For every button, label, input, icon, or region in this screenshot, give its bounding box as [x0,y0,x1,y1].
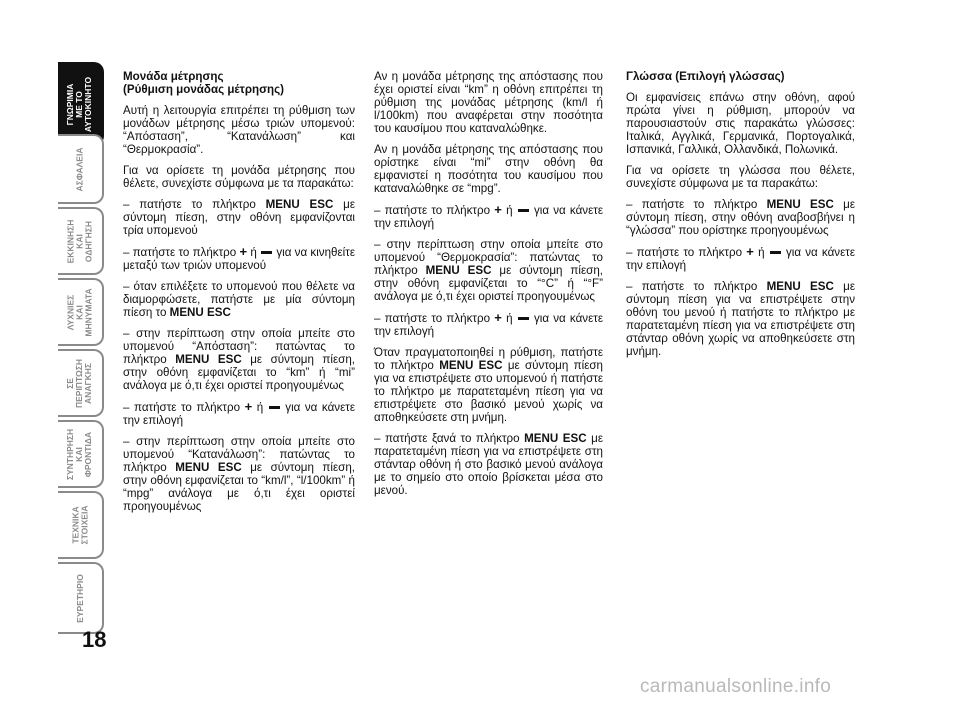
tab-label: ΓΝΩΡΙΜΙΑ ΜΕ ΤΟ ΑΥΤΟΚΙΝΗΤΟ [65,76,94,132]
tab-label: ΤΕΧΝΙΚΑ ΣΤΟΙΧΕΙΑ [69,505,89,545]
paragraph: – όταν επιλέξετε το υπομενού που θέλετε να διαμορφώσετε, πατήστε με μία σύντομη πίεση το MENU ESC [123,280,355,319]
paragraph: – πατήστε το πλήκτρο MENU ESC με σύντομη πίεση, στην οθόνη εμφανίζονται τρία υπομενού [123,198,355,237]
minus-key-icon [770,251,781,254]
menu-esc-key: MENU ESC [766,280,834,293]
watermark: carmanualsonline.info [640,676,832,697]
tab-label: ΣΥΝΤΗΡΗΣΗ ΚΑΙ ΦΡΟΝΤΙΔΑ [65,428,94,480]
tab-label: ΣΕ ΠΕΡΙΠΤΩΣΗ ΑΝΑΓΚΗΣ [65,358,94,408]
section-subheading: (Ρύθμιση μονάδας μέτρησης) [123,83,284,96]
tab-label: ΕΥΡΕΤΗΡΙΟ [74,573,85,623]
plus-key-icon: + [244,399,253,414]
paragraph: – πατήστε το πλήκτρο + ή για να κάνετε την επιλογή [374,202,604,230]
tab-label: ΕΚΚΙΝΗΣΗ ΚΑΙ ΟΔΗΓΗΣΗ [65,219,94,263]
paragraph: – πατήστε το πλήκτρο + ή για να κάνετε την επιλογή [374,310,604,338]
minus-key-icon [518,317,529,320]
paragraph: – πατήστε το πλήκτρο + ή για να κάνετε την επιλογή [123,399,355,427]
paragraph: – στην περίπτωση στην οποία μπείτε στο υπομενού “Θερμοκρασία”: πατώντας το πλήκτρο MENU ESC με σύντομη πίεση, στην οθόνη εμφανίζεται το “°C” ή “°F” ανάλογα με ό,τι έχει οριστεί προηγουμένως [374,238,603,303]
paragraph: – πατήστε το πλήκτρο MENU ESC με σύντομη πίεση για να επιστρέψετε στην οθόνη του μενού ή πατήστε το πλήκτρο με παρατεταμένη πίεση για να επιστρέψετε στη στάνταρ οθόνη χωρίς να αποθηκεύσετε στη μνήμη. [626,280,855,358]
text-column-1 [123,70,355,521]
paragraph: Όταν πραγματοποιηθεί η ρύθμιση, πατήστε το πλήκτρο MENU ESC με σύντομη πίεση για να επιστρέψετε στο υπομενού ή πατήστε το πλήκτρο με παρατεταμένη πίεση για να επιστρέψετε στο βασικό μενού χωρίς να αποθηκεύσετε στη μνήμη. [374,346,603,424]
menu-esc-key: MENU ESC [175,461,242,474]
menu-esc-key: MENU ESC [169,306,231,319]
tab-label: ΛΥΧΝΙΕΣ ΚΑΙ ΜΗΝΥΜΑΤΑ [65,287,94,337]
paragraph: – πατήστε το πλήκτρο + ή για να κάνετε την επιλογή [626,244,856,272]
section-heading: Μονάδα μέτρησης [123,70,224,83]
menu-esc-key: MENU ESC [265,198,334,211]
tab-maintenance-care[interactable] [58,420,104,488]
paragraph: – πατήστε ξανά το πλήκτρο MENU ESC με παρατεταμένη πίεση για να επιστρέψετε στη στάνταρ οθόνη ή στο βασικό μενού ανάλογα με το σημείο στο οποίο βρίσκεται μέσα στο μενού. [374,432,603,497]
paragraph: Αυτή η λειτουργία επιτρέπει τη ρύθμιση των μονάδων μέτρησης μέσω τριών υπομενού: “Απόσταση”, “Κατανάλωση” και “Θερμοκρασία”. [123,104,355,156]
minus-key-icon [518,209,529,212]
tab-index[interactable] [58,562,104,634]
menu-esc-key: MENU ESC [439,359,503,372]
plus-key-icon: + [239,244,248,259]
paragraph: – πατήστε το πλήκτρο MENU ESC με σύντομη πίεση, στην οθόνη αναβοσβήνει η “γλώσσα” που ορίστηκε προηγουμένως [626,198,855,237]
menu-esc-key: MENU ESC [766,198,834,211]
paragraph: Αν η μονάδα μέτρησης της απόστασης που ορίστηκε είναι “mi” στην οθόνη θα εμφανιστεί η ποσότητα του καυσίμου που καταναλώθηκε σε “mpg”. [374,143,603,195]
page-number: 18 [82,627,107,652]
tab-starting-driving[interactable] [58,207,104,275]
text-column-2 [374,70,603,505]
paragraph: Αν η μονάδα μέτρησης της απόστασης που έχει οριστεί είναι “km” η οθόνη επιτρέπει τη ρύθμιση της μονάδας μέτρησης (km/l ή l/100km) που αναφέρεται στην ποσότητα του καυσίμου που καταναλώθηκε. [374,70,603,135]
tab-safety[interactable] [58,134,104,204]
paragraph: Για να ορίσετε τη γλώσσα που θέλετε, συνεχίστε σύμφωνα με τα παρακάτω: [626,164,855,190]
plus-key-icon: + [746,244,754,259]
paragraph: – στην περίπτωση στην οποία μπείτε στο υπομενού “Απόσταση”: πατώντας το πλήκτρο MENU ESC με σύντομη πίεση, στην οθόνη εμφανίζεται το “km” ή “mi” ανάλογα με ό,τι έχει οριστεί προηγουμένως [123,327,356,392]
minus-key-icon [269,406,280,409]
minus-key-icon [261,251,272,254]
plus-key-icon: + [494,202,502,217]
tab-lights-messages[interactable] [58,278,104,346]
plus-key-icon: + [494,310,502,325]
paragraph: Οι εμφανίσεις επάνω στην οθόνη, αφού πρώτα γίνει η ρύθμιση, μπορούν να παρουσιαστούν στις παρακάτω γλώσσες: Ιταλικά, Αγγλικά, Γερμανικά, Πορτογαλικά, Ισπανικά, Γαλλικά, Ολλανδικά, Πολωνικά. [626,91,855,156]
paragraph: – στην περίπτωση στην οποία μπείτε στο υπομενού “Κατανάλωση”: πατώντας το πλήκτρο MENU ESC με σύντομη πίεση, στην οθόνη εμφανίζεται το “km/l”, “l/100km” ή “mpg” ανάλογα με ό,τι έχει οριστεί προηγουμένως [123,435,356,513]
menu-esc-key: MENU ESC [425,264,492,277]
tab-emergency[interactable] [58,349,104,417]
menu-esc-key: MENU ESC [175,353,242,366]
paragraph: – πατήστε το πλήκτρο + ή για να κινηθείτε μεταξύ των τριών υπομενού [123,244,355,272]
menu-esc-key: MENU ESC [524,432,587,445]
paragraph: Για να ορίσετε τη μονάδα μέτρησης που θέλετε, συνεχίστε σύμφωνα με τα παρακάτω: [123,164,355,190]
section-heading: Γλώσσα (Επιλογή γλώσσας) [626,70,785,83]
text-column-3 [626,70,855,366]
tab-technical-data[interactable] [58,491,104,559]
tab-label: ΑΣΦΑΛΕΙΑ [74,147,85,191]
